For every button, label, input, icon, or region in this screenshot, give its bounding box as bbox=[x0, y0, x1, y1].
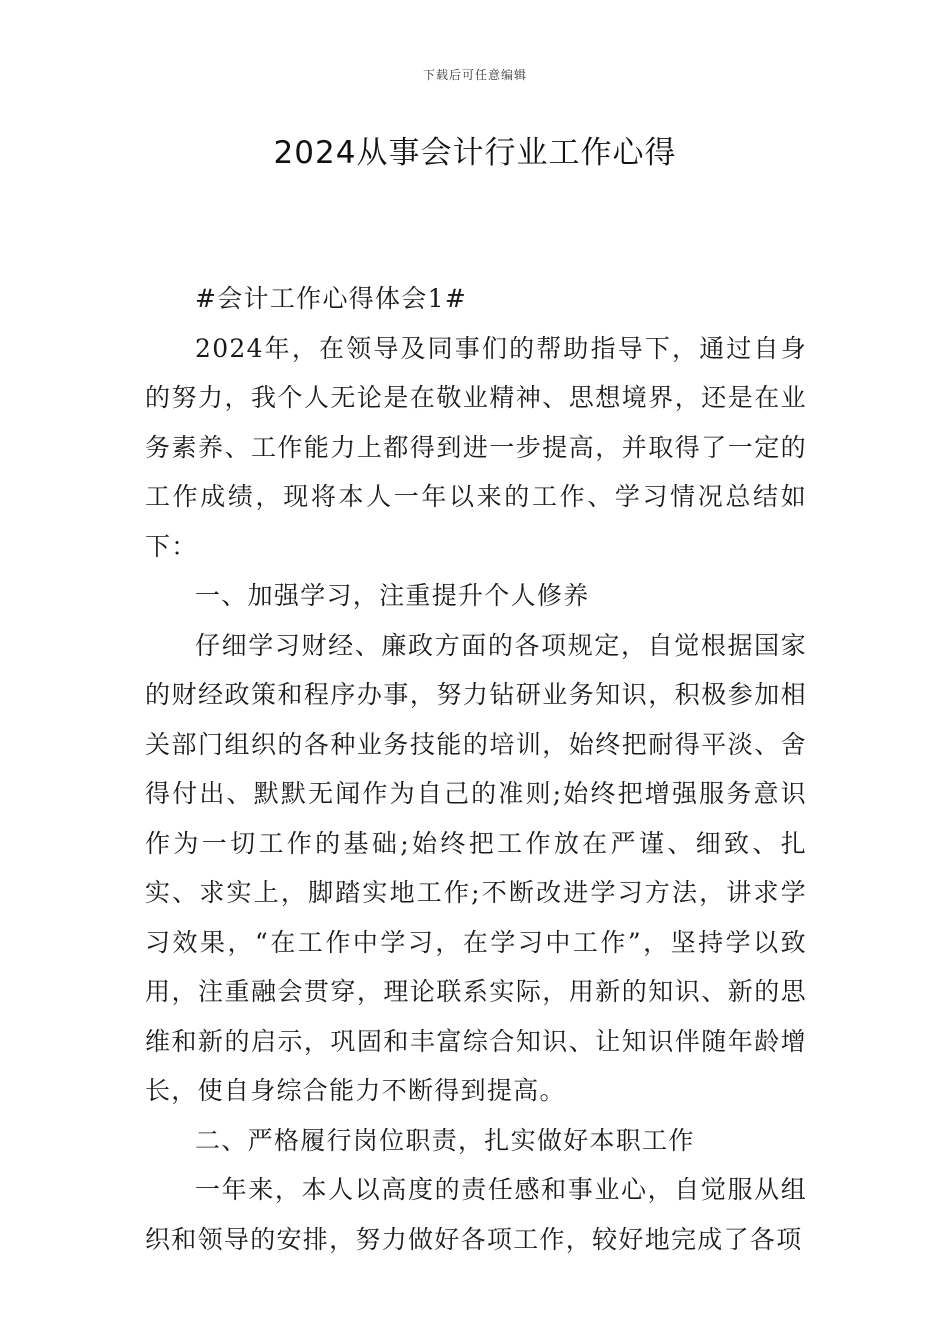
subheading-study: 一、加强学习，注重提升个人修养 bbox=[195, 581, 590, 610]
body-paragraph-intro: 2024年，在领导及同事们的帮助指导下，通过自身的努力，我个人无论是在敬业精神、思想境界，还是在业务素养、工作能力上都得到进一步提高，并取得了一定的工作成绩，现将本人一年以来的工作、学习情况总结如下： bbox=[145, 333, 807, 561]
section-heading-1: #会计工作心得体会1# bbox=[195, 284, 468, 313]
header-note: 下载后可任意编辑 bbox=[422, 68, 527, 82]
document-body bbox=[145, 274, 807, 1264]
body-paragraph-study: 仔细学习财经、廉政方面的各项规定，自觉根据国家的财经政策和程序办事，努力钻研业务知识，积极参加相关部门组织的各种业务技能的培训，始终把耐得平淡、舍得付出、默默无闻作为自己的准则;始终把增强服务意识作为一切工作的基础;始终把工作放在严谨、细致、扎实、求实上，脚踏实地工作;不断改进学习方法，讲求学习效果，“在工作中学习，在学习中工作”，坚持学以致用，注重融会贯穿，理论联系实际，用新的知识、新的思维和新的启示，巩固和丰富综合知识、让知识伴随年龄增长，使自身综合能力不断得到提高。 bbox=[145, 630, 807, 1105]
body-paragraph-duties: 一年来，本人以高度的责任感和事业心，自觉服从组织和领导的安排，努力做好各项工作，较好地完成了各项 bbox=[145, 1175, 807, 1254]
subheading-duties: 二、严格履行岗位职责，扎实做好本职工作 bbox=[195, 1125, 695, 1155]
document-title: 2024从事会计行业工作心得 bbox=[273, 135, 677, 171]
